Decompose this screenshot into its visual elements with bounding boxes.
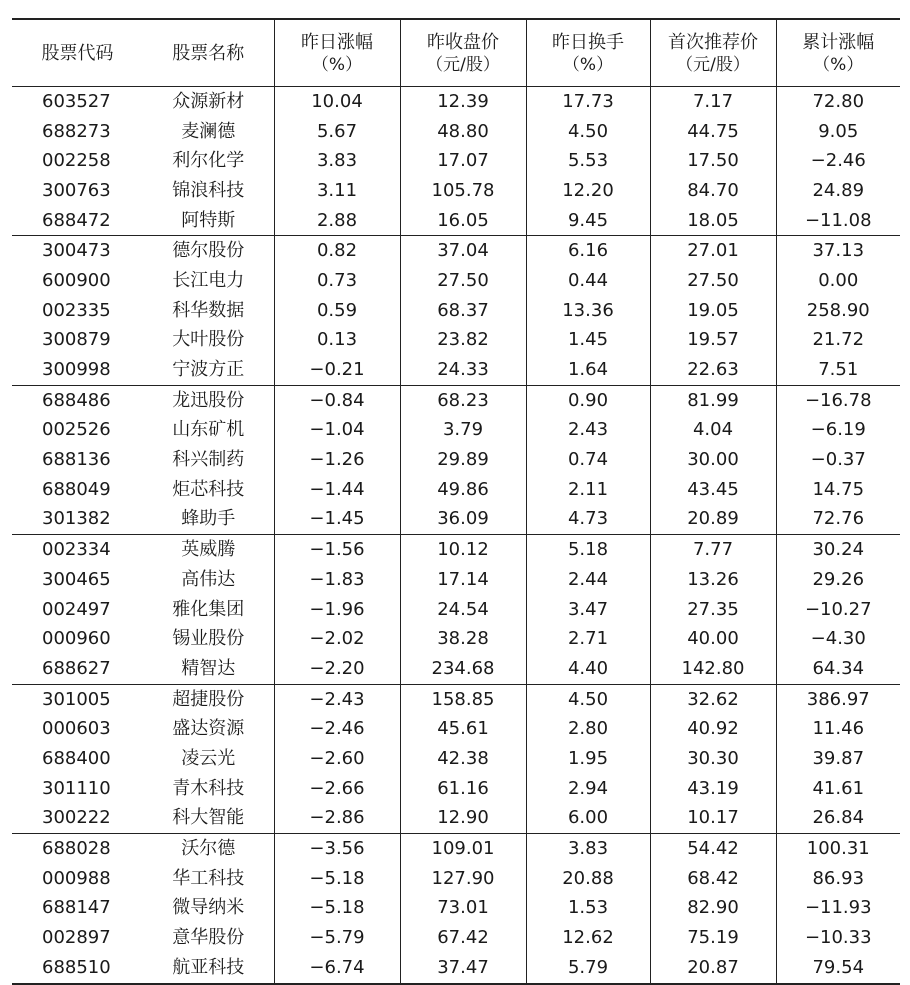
cumulative-change-cell: 7.51 [776, 355, 900, 385]
prev-change-cell: −2.66 [274, 774, 400, 804]
prev-change-cell: −0.21 [274, 355, 400, 385]
table-row [12, 236, 900, 266]
prev-close-cell: 3.79 [400, 416, 526, 446]
table-row [12, 445, 900, 475]
prev-close-cell: 127.90 [400, 864, 526, 894]
stock-code-cell: 688273 [42, 120, 111, 142]
first-rec-price-cell: 82.90 [650, 894, 776, 924]
prev-turnover-cell: 0.44 [526, 266, 650, 296]
prev-turnover-cell: 12.62 [526, 923, 650, 953]
prev-change-cell: −1.96 [274, 595, 400, 625]
prev-turnover-cell: 2.44 [526, 565, 650, 595]
stock-code-cell: 600900 [42, 269, 111, 291]
first-rec-price-cell: 27.50 [650, 266, 776, 296]
stock-name-cell: 超捷股份 [172, 688, 245, 710]
prev-turnover-cell: 20.88 [526, 864, 650, 894]
cumulative-change-cell: 0.00 [776, 266, 900, 296]
cumulative-change-cell: 30.24 [776, 535, 900, 565]
prev-turnover-cell: 2.43 [526, 416, 650, 446]
first-rec-price-cell: 19.57 [650, 326, 776, 356]
cumulative-change-cell: 79.54 [776, 953, 900, 984]
stock-name-cell: 德尔股份 [172, 240, 245, 262]
first-rec-price-cell: 32.62 [650, 684, 776, 714]
prev-close-cell: 105.78 [400, 176, 526, 206]
table-header-row [12, 19, 900, 87]
stock-code-cell: 301382 [12, 505, 143, 535]
header-unit: （元/股） [426, 55, 500, 75]
header-title: 昨日换手 [552, 32, 624, 53]
prev-close-cell: 24.33 [400, 355, 526, 385]
prev-turnover-cell: 1.95 [526, 744, 650, 774]
cumulative-change-cell: 386.97 [776, 684, 900, 714]
table-body [12, 87, 900, 984]
table-row [12, 774, 900, 804]
first-rec-price-cell: 43.45 [650, 475, 776, 505]
table-row [12, 146, 900, 176]
header-title: 昨日涨幅 [301, 32, 373, 53]
prev-turnover-cell: 1.53 [526, 894, 650, 924]
first-rec-price-cell: 43.19 [650, 774, 776, 804]
stock-name-cell: 锦浪科技 [172, 179, 245, 201]
header-first-rec-price [650, 19, 776, 87]
stock-name-cell: 高伟达 [181, 568, 236, 590]
cumulative-change-cell: 14.75 [776, 475, 900, 505]
stock-name-cell: 科华数据 [172, 299, 245, 321]
stock-name-cell: 盛达资源 [172, 718, 245, 740]
table-row [12, 505, 900, 535]
header-title: 昨收盘价 [427, 32, 499, 53]
prev-close-cell: 16.05 [400, 206, 526, 236]
table-row [12, 565, 900, 595]
table-row [12, 535, 900, 565]
prev-close-cell: 27.50 [400, 266, 526, 296]
cumulative-change-cell: 39.87 [776, 744, 900, 774]
cumulative-change-cell: −0.37 [776, 445, 900, 475]
header-title: 股票代码 [41, 43, 114, 64]
first-rec-price-cell: 30.00 [650, 445, 776, 475]
prev-change-cell: −5.18 [274, 864, 400, 894]
table-row [12, 864, 900, 894]
prev-turnover-cell: 2.11 [526, 475, 650, 505]
prev-change-cell: 3.11 [274, 176, 400, 206]
table-row [12, 744, 900, 774]
first-rec-price-cell: 4.04 [650, 416, 776, 446]
prev-change-cell: 0.82 [274, 236, 400, 266]
stock-name-cell: 英威腾 [181, 539, 236, 561]
prev-close-cell: 234.68 [400, 654, 526, 684]
cumulative-change-cell: 21.72 [776, 326, 900, 356]
table-row [12, 684, 900, 714]
header-prev-change [274, 19, 400, 87]
prev-close-cell: 29.89 [400, 445, 526, 475]
table-row [12, 416, 900, 446]
cumulative-change-cell: 86.93 [776, 864, 900, 894]
prev-close-cell: 109.01 [400, 834, 526, 864]
stock-code-cell: 688147 [42, 897, 111, 919]
prev-turnover-cell: 3.47 [526, 595, 650, 625]
stock-name-cell: 锡业股份 [172, 628, 245, 650]
table-row [12, 624, 900, 654]
first-rec-price-cell: 30.30 [650, 744, 776, 774]
cumulative-change-cell: −11.08 [776, 206, 900, 236]
stock-name-cell: 精智达 [143, 654, 274, 684]
prev-change-cell: −1.04 [274, 416, 400, 446]
first-rec-price-cell: 18.05 [650, 206, 776, 236]
table-row [12, 326, 900, 356]
cumulative-change-cell: 29.26 [776, 565, 900, 595]
first-rec-price-cell: 7.17 [650, 87, 776, 117]
stock-name-cell: 微导纳米 [172, 897, 245, 919]
table-row [12, 595, 900, 625]
prev-change-cell: −2.43 [274, 684, 400, 714]
cumulative-change-cell: 26.84 [776, 804, 900, 834]
stock-name-cell: 炬芯科技 [172, 478, 245, 500]
cumulative-change-cell: 100.31 [776, 834, 900, 864]
stock-name-cell: 众源新材 [172, 90, 245, 112]
stock-code-cell: 002897 [42, 927, 111, 949]
prev-change-cell: 0.73 [274, 266, 400, 296]
prev-close-cell: 37.47 [400, 953, 526, 984]
prev-turnover-cell: 5.79 [526, 953, 650, 984]
prev-turnover-cell: 4.50 [526, 684, 650, 714]
prev-close-cell: 10.12 [400, 535, 526, 565]
prev-close-cell: 158.85 [400, 684, 526, 714]
table-row [12, 296, 900, 326]
table-row [12, 953, 900, 984]
header-stock-name [143, 19, 274, 87]
prev-close-cell: 61.16 [400, 774, 526, 804]
prev-close-cell: 67.42 [400, 923, 526, 953]
stock-code-cell: 002334 [42, 539, 111, 561]
prev-turnover-cell: 4.40 [526, 654, 650, 684]
prev-close-cell: 73.01 [400, 894, 526, 924]
table-row [12, 117, 900, 147]
first-rec-price-cell: 81.99 [650, 385, 776, 415]
stock-name-cell: 宁波方正 [143, 355, 274, 385]
prev-turnover-cell: 1.64 [526, 355, 650, 385]
cumulative-change-cell: −11.93 [776, 894, 900, 924]
first-rec-price-cell: 40.92 [650, 714, 776, 744]
prev-change-cell: −2.02 [274, 624, 400, 654]
prev-change-cell: −2.60 [274, 744, 400, 774]
cumulative-change-cell: 41.61 [776, 774, 900, 804]
stock-code-cell: 688486 [42, 389, 111, 411]
first-rec-price-cell: 142.80 [650, 654, 776, 684]
prev-change-cell: −2.20 [274, 654, 400, 684]
prev-change-cell: −2.86 [274, 804, 400, 834]
first-rec-price-cell: 27.35 [650, 595, 776, 625]
stock-code-cell: 300763 [42, 179, 111, 201]
first-rec-price-cell: 19.05 [650, 296, 776, 326]
stock-code-cell: 688472 [12, 206, 143, 236]
stock-code-cell: 002258 [42, 150, 111, 172]
stock-code-cell: 300879 [42, 329, 111, 351]
prev-turnover-cell: 12.20 [526, 176, 650, 206]
stock-name-cell: 麦澜德 [181, 120, 236, 142]
prev-turnover-cell: 0.74 [526, 445, 650, 475]
stock-code-cell: 688049 [42, 478, 111, 500]
first-rec-price-cell: 7.77 [650, 535, 776, 565]
stock-code-cell: 301110 [42, 777, 111, 799]
header-title: 股票名称 [172, 43, 245, 64]
first-rec-price-cell: 84.70 [650, 176, 776, 206]
cumulative-change-cell: 72.76 [776, 505, 900, 535]
prev-turnover-cell: 2.71 [526, 624, 650, 654]
stock-code-cell: 002526 [42, 419, 111, 441]
stock-name-cell: 雅化集团 [172, 598, 245, 620]
header-unit: （%） [311, 55, 363, 75]
table-row [12, 385, 900, 415]
stock-code-cell: 000960 [42, 628, 111, 650]
prev-close-cell: 12.90 [400, 804, 526, 834]
stock-name-cell: 山东矿机 [172, 419, 245, 441]
cumulative-change-cell: 64.34 [776, 654, 900, 684]
prev-change-cell: −1.56 [274, 535, 400, 565]
stock-name-cell: 龙迅股份 [172, 389, 245, 411]
stock-name-cell: 科兴制药 [172, 449, 245, 471]
prev-close-cell: 48.80 [400, 117, 526, 147]
header-cumulative-change [776, 19, 900, 87]
header-title: 累计涨幅 [802, 32, 875, 53]
first-rec-price-cell: 17.50 [650, 146, 776, 176]
prev-change-cell: −6.74 [274, 953, 400, 984]
first-rec-price-cell: 10.17 [650, 804, 776, 834]
first-rec-price-cell: 40.00 [650, 624, 776, 654]
stock-code-cell: 000988 [42, 867, 111, 889]
cumulative-change-cell: −10.33 [776, 923, 900, 953]
prev-change-cell: 0.59 [274, 296, 400, 326]
stock-name-cell: 蜂助手 [143, 505, 274, 535]
stock-name-cell: 科大智能 [143, 804, 274, 834]
prev-change-cell: −1.83 [274, 565, 400, 595]
prev-change-cell: −3.56 [274, 834, 400, 864]
first-rec-price-cell: 44.75 [650, 117, 776, 147]
prev-close-cell: 12.39 [400, 87, 526, 117]
table-row [12, 206, 900, 236]
stock-name-cell: 意华股份 [172, 927, 245, 949]
prev-turnover-cell: 6.16 [526, 236, 650, 266]
table-row [12, 923, 900, 953]
stock-name-cell: 华工科技 [172, 867, 245, 889]
cumulative-change-cell: −10.27 [776, 595, 900, 625]
table-row [12, 654, 900, 684]
cumulative-change-cell: 24.89 [776, 176, 900, 206]
stock-code-cell: 603527 [42, 90, 111, 112]
prev-turnover-cell: 2.94 [526, 774, 650, 804]
stock-code-cell: 688400 [42, 747, 111, 769]
cumulative-change-cell: 9.05 [776, 117, 900, 147]
first-rec-price-cell: 20.89 [650, 505, 776, 535]
prev-close-cell: 24.54 [400, 595, 526, 625]
prev-turnover-cell: 4.50 [526, 117, 650, 147]
prev-close-cell: 45.61 [400, 714, 526, 744]
stock-code-cell: 688028 [42, 838, 111, 860]
prev-close-cell: 36.09 [400, 505, 526, 535]
stock-code-cell: 300465 [42, 568, 111, 590]
stock-table-container [12, 18, 900, 985]
cumulative-change-cell: −2.46 [776, 146, 900, 176]
prev-close-cell: 38.28 [400, 624, 526, 654]
first-rec-price-cell: 20.87 [650, 953, 776, 984]
prev-turnover-cell: 5.18 [526, 535, 650, 565]
stock-name-cell: 航亚科技 [172, 956, 245, 978]
table-row [12, 475, 900, 505]
table-row [12, 355, 900, 385]
stock-name-cell: 沃尔德 [181, 838, 236, 860]
prev-change-cell: −1.45 [274, 505, 400, 535]
first-rec-price-cell: 22.63 [650, 355, 776, 385]
stock-code-cell: 688510 [42, 956, 111, 978]
header-unit: （%） [813, 55, 864, 75]
stock-code-cell: 688136 [42, 449, 111, 471]
prev-change-cell: −5.18 [274, 894, 400, 924]
prev-turnover-cell: 5.53 [526, 146, 650, 176]
table-row [12, 834, 900, 864]
prev-change-cell: 5.67 [274, 117, 400, 147]
stock-name-cell: 大叶股份 [172, 329, 245, 351]
cumulative-change-cell: −16.78 [776, 385, 900, 415]
prev-turnover-cell: 9.45 [526, 206, 650, 236]
first-rec-price-cell: 13.26 [650, 565, 776, 595]
first-rec-price-cell: 54.42 [650, 834, 776, 864]
prev-turnover-cell: 1.45 [526, 326, 650, 356]
prev-close-cell: 49.86 [400, 475, 526, 505]
prev-change-cell: −0.84 [274, 385, 400, 415]
prev-close-cell: 23.82 [400, 326, 526, 356]
prev-turnover-cell: 4.73 [526, 505, 650, 535]
prev-close-cell: 68.23 [400, 385, 526, 415]
cumulative-change-cell: 11.46 [776, 714, 900, 744]
prev-change-cell: 0.13 [274, 326, 400, 356]
header-unit: （元/股） [676, 55, 750, 75]
stock-name-cell: 青木科技 [172, 777, 245, 799]
header-stock-code [12, 19, 143, 87]
prev-close-cell: 17.14 [400, 565, 526, 595]
first-rec-price-cell: 75.19 [650, 923, 776, 953]
cumulative-change-cell: −6.19 [776, 416, 900, 446]
first-rec-price-cell: 68.42 [650, 864, 776, 894]
stock-code-cell: 300998 [12, 355, 143, 385]
header-prev-close [400, 19, 526, 87]
stock-code-cell: 300473 [42, 240, 111, 262]
prev-close-cell: 68.37 [400, 296, 526, 326]
table-row [12, 714, 900, 744]
prev-turnover-cell: 13.36 [526, 296, 650, 326]
prev-change-cell: −1.44 [274, 475, 400, 505]
prev-close-cell: 42.38 [400, 744, 526, 774]
header-prev-turnover [526, 19, 650, 87]
first-rec-price-cell: 27.01 [650, 236, 776, 266]
table-row [12, 804, 900, 834]
prev-change-cell: −2.46 [274, 714, 400, 744]
header-title: 首次推荐价 [668, 32, 758, 53]
stock-name-cell: 利尔化学 [172, 150, 245, 172]
cumulative-change-cell: 37.13 [776, 236, 900, 266]
stock-name-cell: 阿特斯 [143, 206, 274, 236]
prev-change-cell: −5.79 [274, 923, 400, 953]
cumulative-change-cell: 258.90 [776, 296, 900, 326]
stock-code-cell: 300222 [12, 804, 143, 834]
stock-code-cell: 002497 [42, 598, 111, 620]
stock-name-cell: 凌云光 [181, 747, 236, 769]
prev-turnover-cell: 17.73 [526, 87, 650, 117]
stock-code-cell: 688627 [12, 654, 143, 684]
table-row [12, 176, 900, 206]
stock-name-cell: 长江电力 [172, 269, 245, 291]
cumulative-change-cell: −4.30 [776, 624, 900, 654]
prev-close-cell: 37.04 [400, 236, 526, 266]
table-row [12, 87, 900, 117]
prev-turnover-cell: 2.80 [526, 714, 650, 744]
table-row [12, 894, 900, 924]
prev-change-cell: −1.26 [274, 445, 400, 475]
header-unit: （%） [562, 55, 614, 75]
prev-change-cell: 3.83 [274, 146, 400, 176]
prev-change-cell: 10.04 [274, 87, 400, 117]
prev-change-cell: 2.88 [274, 206, 400, 236]
prev-close-cell: 17.07 [400, 146, 526, 176]
stock-code-cell: 002335 [42, 299, 111, 321]
prev-turnover-cell: 3.83 [526, 834, 650, 864]
stock-code-cell: 301005 [42, 688, 111, 710]
prev-turnover-cell: 0.90 [526, 385, 650, 415]
prev-turnover-cell: 6.00 [526, 804, 650, 834]
stock-code-cell: 000603 [42, 718, 111, 740]
table-row [12, 266, 900, 296]
stock-recommendation-table [12, 18, 900, 985]
cumulative-change-cell: 72.80 [776, 87, 900, 117]
